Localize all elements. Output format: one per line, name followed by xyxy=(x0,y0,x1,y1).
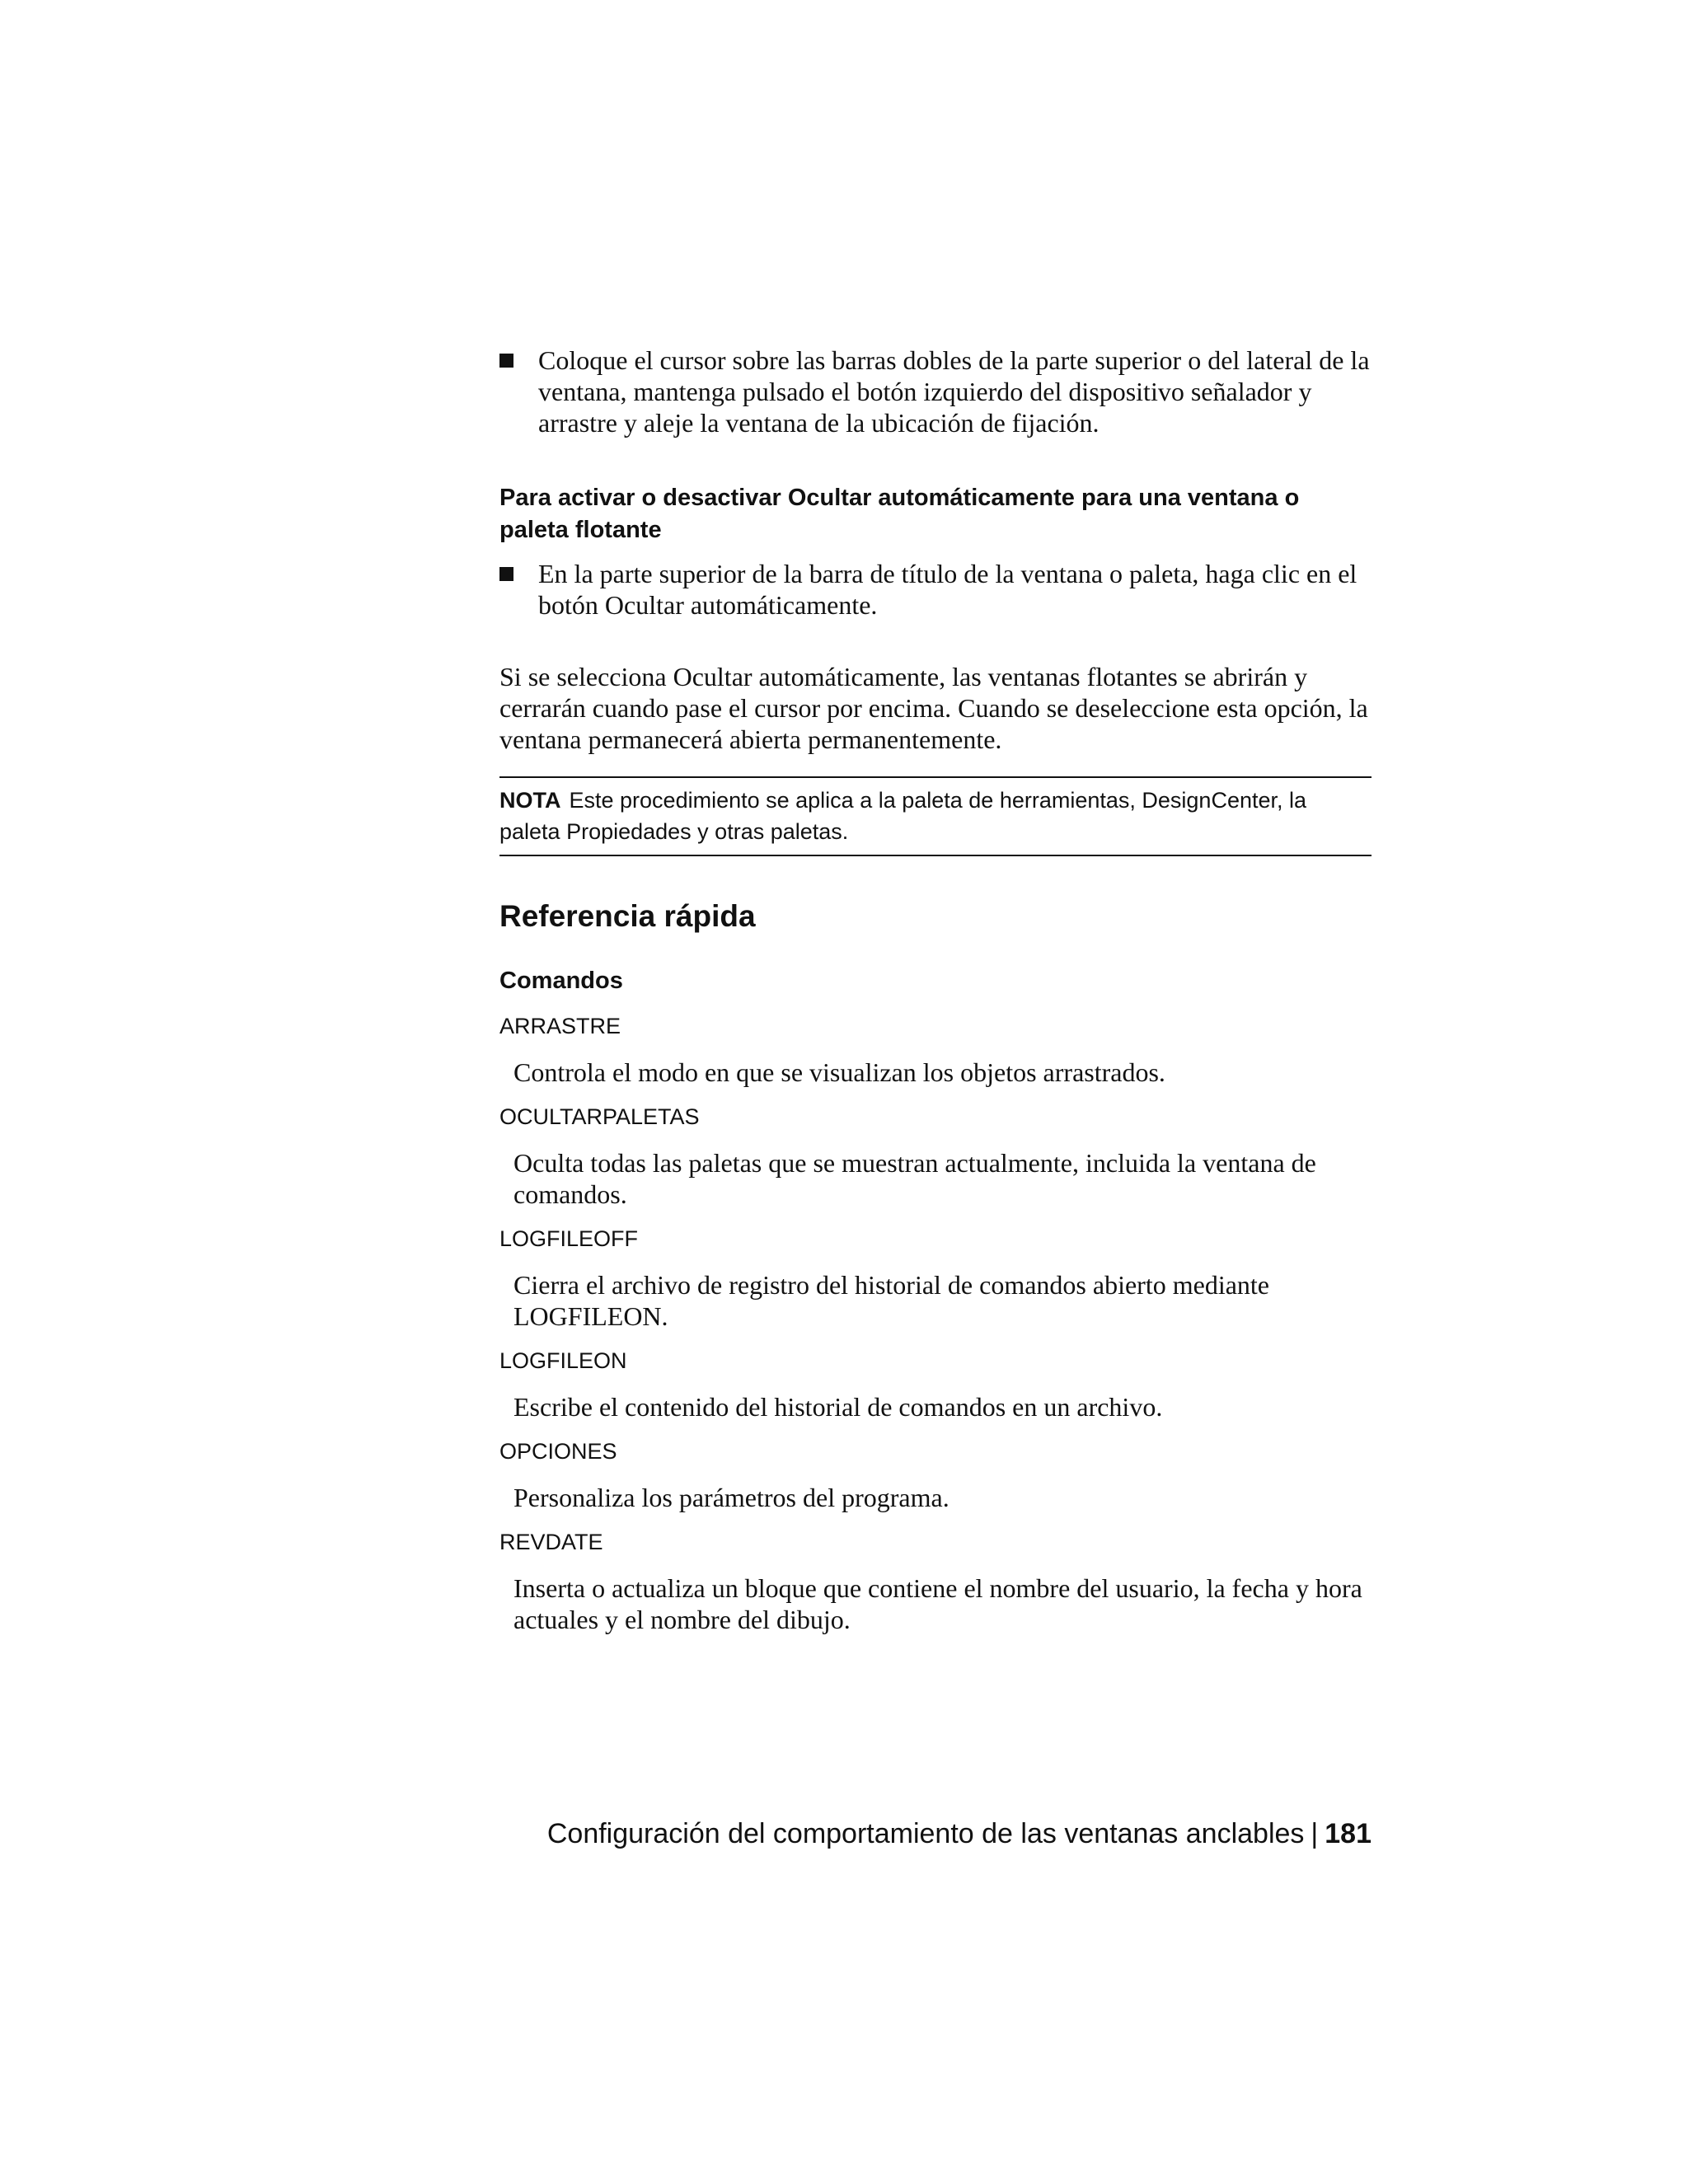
bullet-item xyxy=(499,558,1372,621)
command-description: Inserta o actualiza un bloque que contiene el nombre del usuario, la fecha y hora actuales y el nombre del dibujo. xyxy=(513,1573,1362,1634)
command-description: Escribe el contenido del historial de comandos en un archivo. xyxy=(513,1392,1163,1422)
command-name: ARRASTRE xyxy=(499,1014,621,1038)
command-description: Cierra el archivo de registro del historial de comandos abierto mediante LOGFILEON. xyxy=(513,1270,1269,1331)
procedure-heading: Para activar o desactivar Ocultar automáticamente para una ventana o paleta flotante xyxy=(499,485,1300,543)
command-name: LOGFILEOFF xyxy=(499,1226,639,1251)
square-bullet-icon xyxy=(499,567,513,581)
command-name: REVDATE xyxy=(499,1530,603,1554)
page-content xyxy=(499,344,1372,1635)
bullet-item xyxy=(499,344,1372,438)
footer-chapter-title: Configuración del comportamiento de las ventanas anclables xyxy=(546,1818,1305,1849)
note-text: Este procedimiento se aplica a la paleta de herramientas, DesignCenter, la paleta Propiedades y otras paletas. xyxy=(499,788,1307,844)
command-list xyxy=(499,1012,1372,1635)
bullet-text: Coloque el cursor sobre las barras dobles de la parte superior o del lateral de la ventana, mantenga pulsado el botón izquierdo del dispositivo señalador y arrastre y aleje la ventana de la ubicación de fijación. xyxy=(538,345,1370,438)
body-paragraph: Si se selecciona Ocultar automáticamente, las ventanas flotantes se abrirán y cerrarán cuando pase el cursor por encima. Cuando se deseleccione esta opción, la ventana permanecerá abierta permanentemente. xyxy=(499,662,1368,754)
page-footer xyxy=(547,1817,1372,1850)
command-description: Personaliza los parámetros del programa. xyxy=(513,1483,950,1512)
note-box xyxy=(499,776,1372,856)
commands-title: Comandos xyxy=(499,968,623,994)
footer-separator: | xyxy=(1311,1818,1319,1849)
command-description: Controla el modo en que se visualizan los objetos arrastrados. xyxy=(513,1057,1165,1087)
note-label: NOTA xyxy=(499,788,561,813)
bullet-text: En la parte superior de la barra de título de la ventana o paleta, haga clic en el botón Ocultar automáticamente. xyxy=(538,559,1357,620)
section-title: Referencia rápida xyxy=(499,899,756,933)
command-name: OPCIONES xyxy=(499,1439,617,1464)
command-name: OCULTARPALETAS xyxy=(499,1104,700,1129)
page-number: 181 xyxy=(1325,1818,1372,1849)
square-bullet-icon xyxy=(499,354,513,368)
command-description: Oculta todas las paletas que se muestran actualmente, incluida la ventana de comandos. xyxy=(513,1148,1316,1209)
command-name: LOGFILEON xyxy=(499,1348,627,1373)
